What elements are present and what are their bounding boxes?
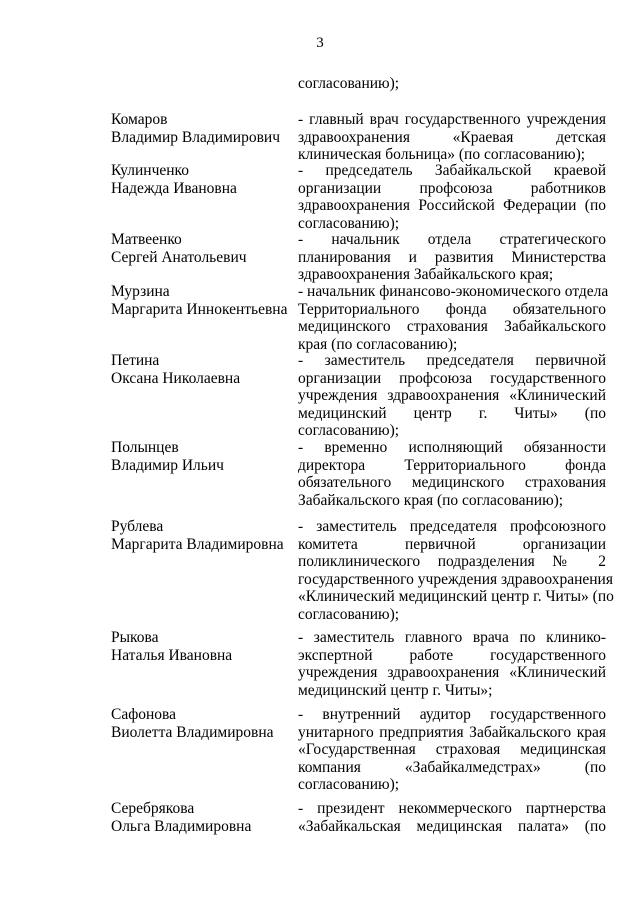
member-position-line: клиническая больница» (по согласованию); [298,146,586,164]
member-position-line: - начальник финансово-экономического отдела [298,283,609,300]
member-position-line: согласованию); [298,776,400,794]
member-surname: Сафонова [111,706,177,723]
member-position-line: согласованию); [298,214,400,232]
member-given-names: Владимир Владимирович [111,128,281,146]
member-position-line: - заместитель главного врача по клинико- [298,629,606,646]
member-position-line: организации профсоюза работников [298,179,606,197]
member-position-line: поликлинического подразделения № 2 [298,553,606,571]
member-given-names: Оксана Николаевна [111,369,241,387]
member-position-line: согласованию); [298,606,400,623]
member-position-line: учреждения здравоохранения «Клинический [298,664,606,682]
member-position-line: экспертной работе государственного [298,646,606,664]
member-position-line: - заместитель председателя первичной [298,352,606,369]
member-given-names: Владимир Ильич [111,456,224,474]
member-position-line: - президент некоммерческого партнерства [298,800,606,817]
member-position-line: организации профсоюза государственного [298,369,606,387]
member-position-line: - заместитель председателя профсоюзного [298,518,606,535]
member-surname: Рублева [111,518,164,535]
member-given-names: Виолетта Владимировна [111,723,274,741]
member-surname: Петина [111,352,160,369]
member-position-line: директора Территориального фонда [298,456,606,474]
member-position-line: медицинского страхования Забайкальского [298,318,606,336]
member-position-line: - внутренний аудитор государственного [298,706,606,723]
member-position-line: Забайкальского края (по согласованию); [298,491,564,509]
member-position-line: «Государственная страховая медицинская [298,741,606,759]
member-position-line: - председатель Забайкальской краевой [298,162,606,179]
member-position-line: «Забайкальская медицинская палата» (по [298,817,606,835]
member-position-line: компания «Забайкалмедстрах» (по [298,758,606,776]
member-position-line: согласованию); [298,422,400,440]
member-position-line: государственного учреждения здравоохранения [298,570,613,588]
member-surname: Серебрякова [111,800,195,817]
member-position-line: здравоохранения «Краевая детская [298,128,606,146]
member-surname: Рыкова [111,629,159,646]
member-surname: Кулинченко [111,162,190,179]
member-surname: Комаров [111,111,168,128]
page-number: 3 [316,35,324,51]
member-given-names: Маргарита Иннокентьевна [111,300,288,318]
member-given-names: Надежда Ивановна [111,179,237,197]
member-position-line: планирования и развития Министерства [298,248,606,266]
member-position-line: здравоохранения Российской Федерации (по [298,197,606,215]
member-surname: Полынцев [111,439,179,456]
member-position-line: здравоохранения Забайкальского края; [298,266,554,284]
member-given-names: Сергей Анатольевич [111,248,247,266]
member-position-line: медицинский центр г. Читы»; [298,681,493,699]
member-position-line: Территориального фонда обязательного [298,300,606,318]
member-position-line: - главный врач государственного учреждения [298,111,606,128]
continuation-line: согласованию); [298,75,400,92]
member-given-names: Ольга Владимировна [111,817,252,835]
member-position-line: «Клинический медицинский центр г. Читы» (по [298,588,614,606]
member-position-line: - начальник отдела стратегического [298,231,606,248]
member-surname: Мурзина [111,283,170,300]
member-given-names: Маргарита Владимировна [111,535,284,553]
member-position-line: комитета первичной организации [298,535,606,553]
member-surname: Матвеенко [111,231,182,248]
member-position-line: медицинский центр г. Читы» (по [298,404,606,422]
member-position-line: обязательного медицинского страхования [298,474,606,492]
member-position-line: унитарного предприятия Забайкальского края [298,723,606,741]
member-given-names: Наталья Ивановна [111,646,233,664]
member-position-line: учреждения здравоохранения «Клинический [298,387,606,405]
member-position-line: края (по согласованию); [298,335,458,353]
member-position-line: - временно исполняющий обязанности [298,439,606,456]
